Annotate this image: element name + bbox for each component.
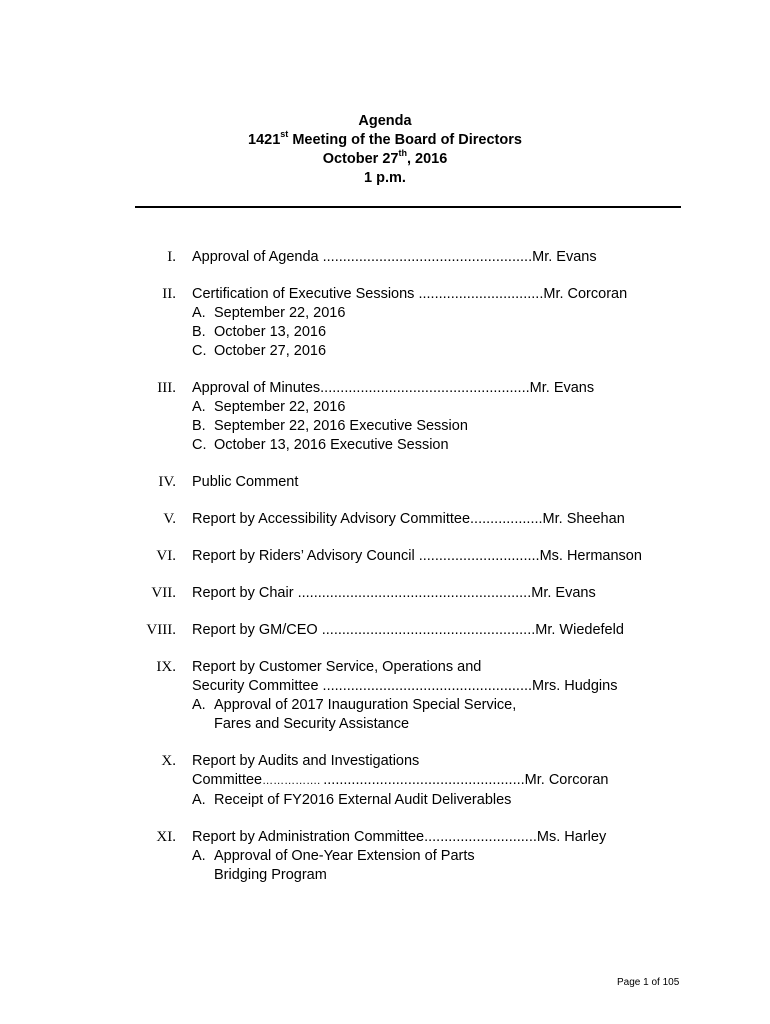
leader-dots: .................................................. — [323, 772, 525, 788]
sub-item-letter: B. — [192, 324, 206, 340]
item-presenter: Mr. Wiedefeld — [535, 622, 624, 638]
item-title: Approval of Minutes — [192, 380, 321, 396]
item-title: Approval of Agenda — [192, 249, 323, 265]
item-presenter: Ms. Hermanson — [539, 548, 642, 564]
sub-item-letter: A. — [192, 792, 206, 808]
sub-item-text: Approval of One-Year Extension of Parts — [214, 848, 475, 864]
leader-dots: .................. — [470, 511, 543, 527]
item-title-line — [192, 621, 770, 640]
meeting-ordinal: st — [280, 129, 289, 140]
item-title-line — [192, 510, 770, 529]
item-title-continued: Committee — [192, 772, 263, 788]
agenda-item — [0, 752, 770, 810]
sub-item — [192, 304, 770, 323]
sub-item-text: October 13, 2016 — [214, 324, 327, 340]
leader-dots: .................................................... — [322, 249, 533, 265]
agenda-item — [0, 584, 770, 603]
sub-item — [192, 323, 770, 342]
item-presenter: Mr. Evans — [532, 249, 597, 265]
item-numeral: I. — [167, 249, 176, 265]
sub-item-letter: A. — [192, 399, 206, 415]
item-numeral: X. — [161, 753, 176, 769]
sub-item-text: September 22, 2016 Executive Session — [214, 418, 468, 434]
header-divider — [135, 206, 681, 208]
sub-item-text: Approval of 2017 Inauguration Special Service, — [214, 697, 517, 713]
item-title-line — [192, 752, 770, 771]
sub-item-text-continued: Bridging Program — [214, 867, 327, 883]
meeting-name: Meeting of the Board of Directors — [288, 132, 522, 148]
sub-item — [192, 791, 770, 810]
sub-item — [192, 342, 770, 361]
leader-dots: ..................................................... — [321, 622, 536, 638]
item-numeral: XI. — [156, 829, 176, 845]
sub-item-letter: B. — [192, 418, 206, 434]
sub-item-letter: C. — [192, 437, 207, 453]
page-number: Page 1 of 105 — [617, 977, 680, 988]
item-numeral: IV. — [158, 474, 176, 490]
item-title: Report by Customer Service, Operations and — [192, 659, 482, 675]
agenda-item — [0, 547, 770, 566]
meeting-time: 1 p.m. — [364, 170, 406, 186]
item-title-line — [192, 584, 770, 603]
leader-dots-small: ……………. — [262, 775, 324, 787]
item-numeral: VII. — [151, 585, 176, 601]
item-title: Public Comment — [192, 474, 299, 490]
sub-item-text: October 27, 2016 — [214, 343, 327, 359]
item-title-line-2 — [192, 771, 770, 791]
item-presenter: Mr. Evans — [529, 380, 595, 396]
item-title-line — [192, 828, 770, 847]
item-presenter: Mr. Corcoran — [543, 286, 628, 302]
item-presenter: Mr. Corcoran — [524, 772, 609, 788]
agenda-item — [0, 621, 770, 640]
agenda-item — [0, 285, 770, 361]
item-presenter: Mr. Sheehan — [542, 511, 625, 527]
sub-item-text-continued: Fares and Security Assistance — [214, 716, 410, 732]
item-title: Report by Chair — [192, 585, 298, 601]
agenda-item — [0, 248, 770, 267]
leader-dots: .................................................... — [322, 678, 533, 694]
item-title-line — [192, 658, 770, 677]
item-presenter: Mrs. Hudgins — [532, 678, 618, 694]
item-title: Certification of Executive Sessions — [192, 286, 419, 302]
agenda-item — [0, 379, 770, 455]
leader-dots: ............................ — [424, 829, 537, 845]
item-title-continued: Security Committee — [192, 678, 323, 694]
agenda-title: Agenda — [358, 113, 412, 129]
agenda-item — [0, 510, 770, 529]
sub-item-letter: C. — [192, 343, 207, 359]
item-title: Report by Audits and Investigations — [192, 753, 420, 769]
agenda-item — [0, 828, 770, 885]
sub-item — [192, 696, 770, 715]
leader-dots: ............................... — [418, 286, 544, 302]
item-numeral: IX. — [156, 659, 176, 675]
item-numeral: III. — [157, 380, 176, 396]
date-day: October 27 — [322, 151, 399, 167]
sub-item — [192, 398, 770, 417]
sub-item-text: September 22, 2016 — [214, 399, 346, 415]
item-title: Report by GM/CEO — [192, 622, 322, 638]
sub-item-text: Receipt of FY2016 External Audit Deliverables — [214, 792, 512, 808]
item-title-line — [192, 379, 770, 398]
item-presenter: Ms. Harley — [536, 829, 607, 845]
sub-item — [192, 436, 770, 455]
sub-item-text: October 13, 2016 Executive Session — [214, 437, 449, 453]
item-title: Report by Riders’ Advisory Council — [192, 548, 419, 564]
agenda-items — [0, 248, 770, 903]
agenda-header — [0, 112, 770, 188]
sub-item — [192, 417, 770, 436]
meeting-date — [0, 150, 770, 169]
item-title-line — [192, 285, 770, 304]
sub-item-letter: A. — [192, 697, 206, 713]
item-numeral: VI. — [156, 548, 176, 564]
sub-item-letter: A. — [192, 305, 206, 321]
sub-item-text: September 22, 2016 — [214, 305, 346, 321]
date-year: , 2016 — [406, 151, 448, 167]
date-ordinal: th — [398, 148, 407, 159]
sub-item-letter: A. — [192, 848, 206, 864]
sub-item — [192, 866, 770, 885]
item-title-line — [192, 473, 770, 492]
item-numeral: VIII. — [146, 622, 176, 638]
agenda-item — [0, 658, 770, 734]
item-numeral: V. — [163, 511, 176, 527]
item-title: Report by Accessibility Advisory Committee — [192, 511, 471, 527]
agenda-item — [0, 473, 770, 492]
leader-dots: .......................................................... — [297, 585, 532, 601]
leader-dots: .............................. — [418, 548, 540, 564]
leader-dots: .................................................... — [320, 380, 530, 396]
sub-item — [192, 715, 770, 734]
meeting-number: 1421 — [248, 132, 281, 148]
sub-item — [192, 847, 770, 866]
item-numeral: II. — [162, 286, 176, 302]
item-title-line — [192, 248, 770, 267]
item-title: Report by Administration Committee — [192, 829, 425, 845]
item-presenter: Mr. Evans — [531, 585, 596, 601]
item-title-line-2 — [192, 677, 770, 696]
item-title-line — [192, 547, 770, 566]
meeting-title — [0, 131, 770, 150]
